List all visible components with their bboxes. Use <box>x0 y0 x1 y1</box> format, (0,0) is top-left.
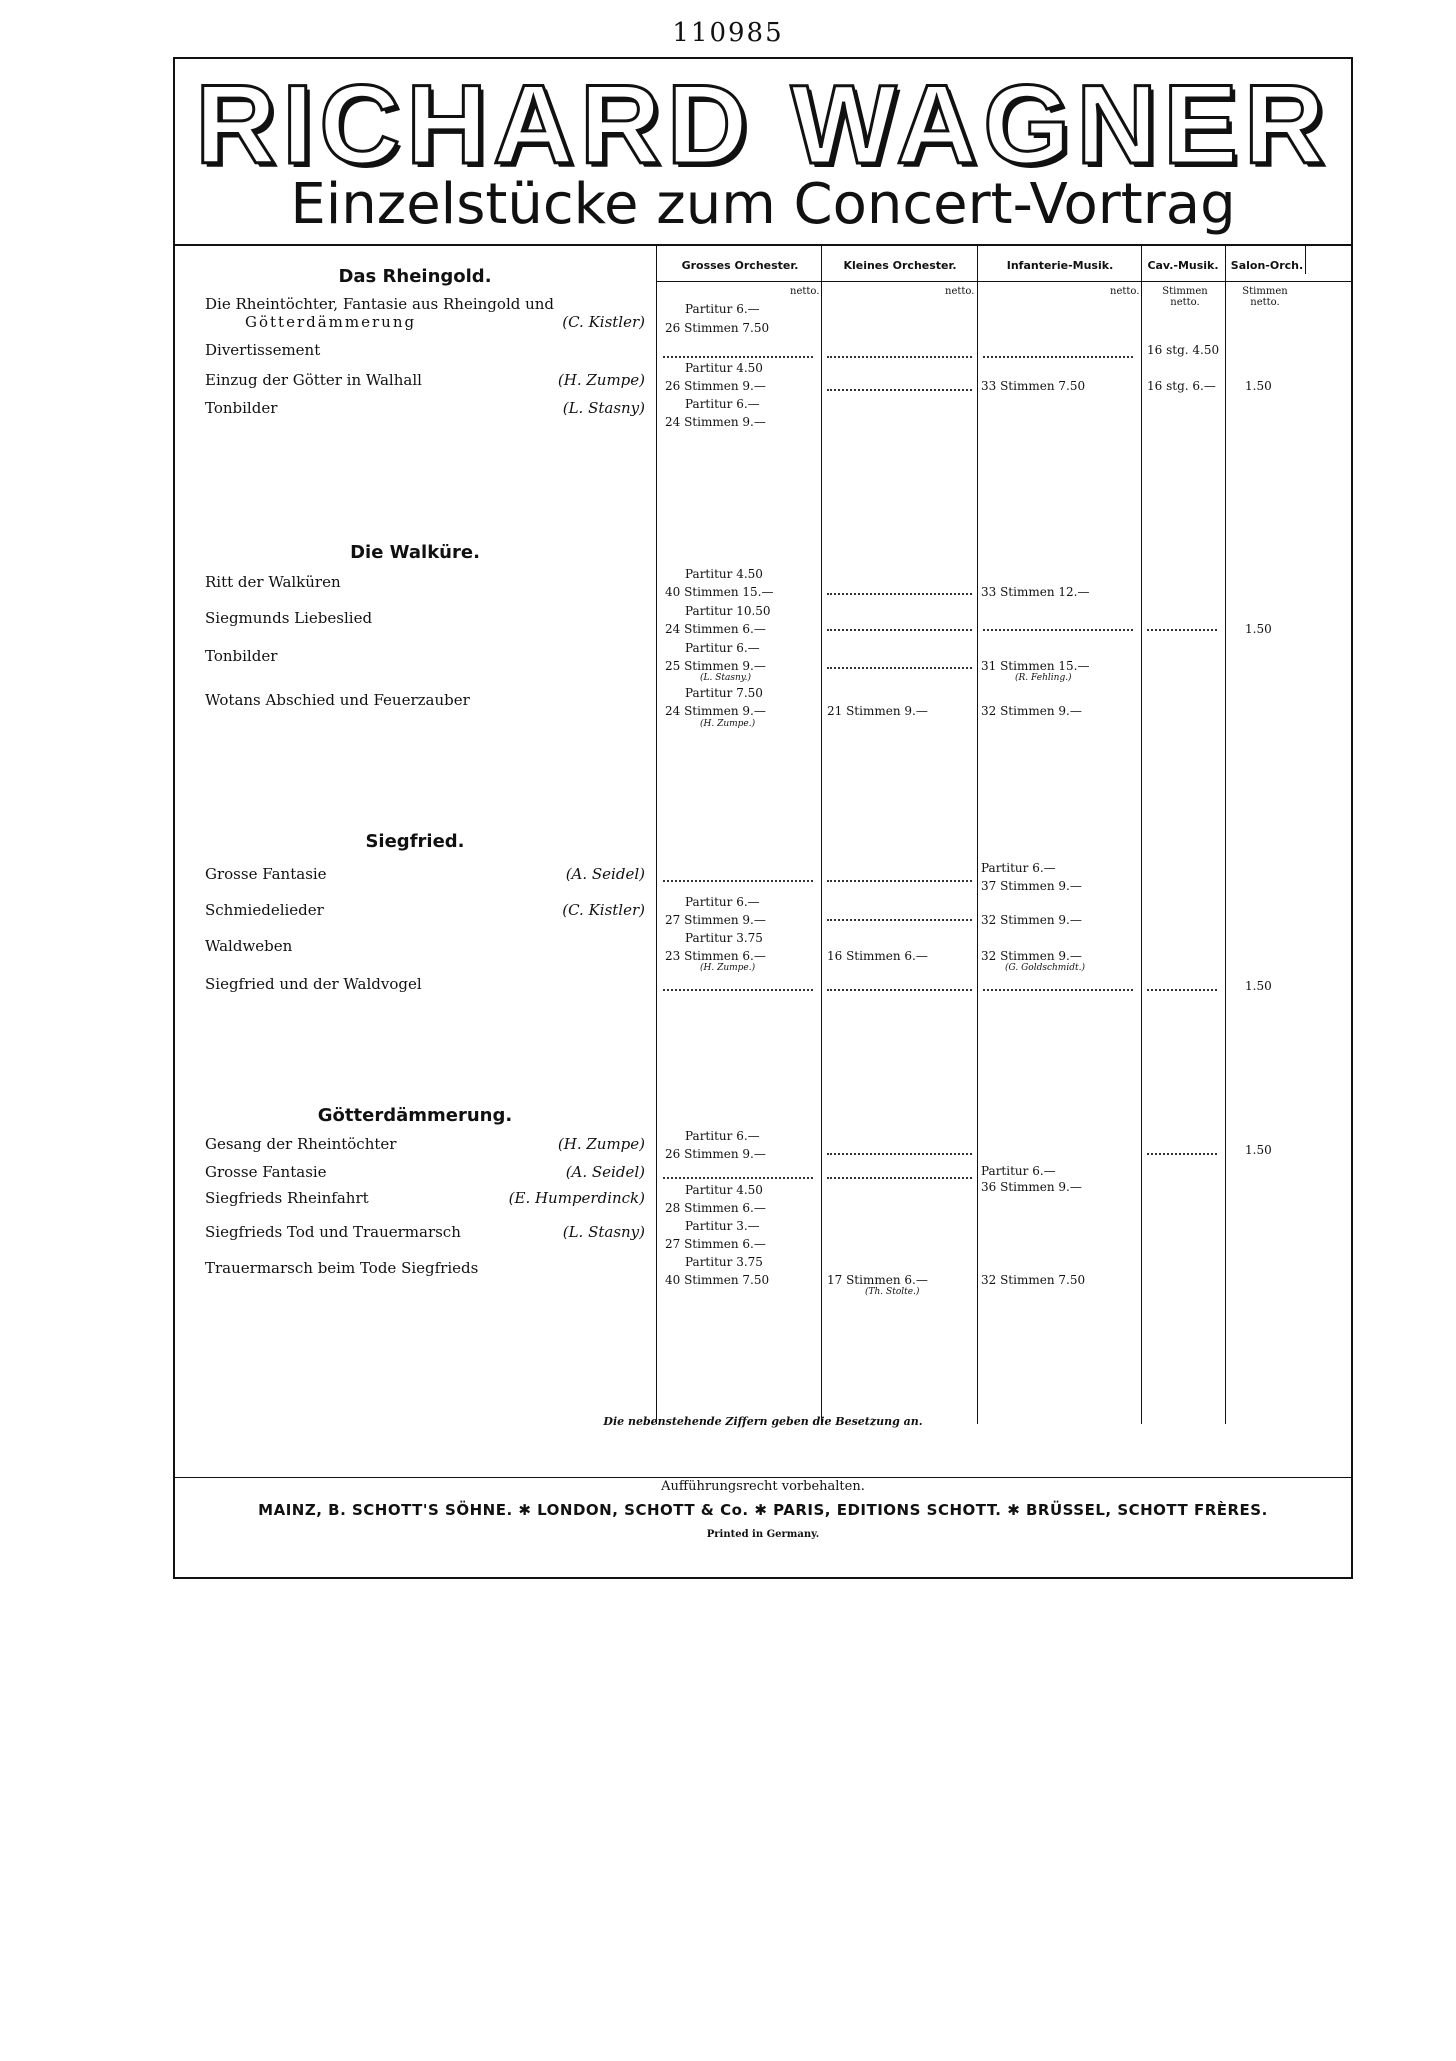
netto-note: netto. <box>945 286 975 297</box>
work-title: Einzug der Götter in Walhall (H. Zumpe) <box>205 371 645 389</box>
work-title: Siegfried und der Waldvogel <box>205 975 645 993</box>
price-cell: 33 Stimmen 12.— <box>981 585 1090 599</box>
dot-leader <box>827 389 972 391</box>
price-cell: 26 Stimmen 7.50 <box>665 321 770 335</box>
price-cell: Partitur 7.50 <box>685 686 763 700</box>
price-cell: 24 Stimmen 6.— <box>665 622 766 636</box>
arranger-note: (R. Fehling.) <box>1015 673 1072 683</box>
dot-leader <box>827 989 972 991</box>
section-rheingold: Das Rheingold. <box>338 266 492 287</box>
price-cell: 17 Stimmen 6.— <box>827 1273 928 1287</box>
dot-leader <box>1147 989 1217 991</box>
price-cell: 24 Stimmen 9.— <box>665 704 766 718</box>
price-cell: Partitur 6.— 36 Stimmen 9.— <box>981 1164 1082 1194</box>
work-title: Siegmunds Liebeslied <box>205 609 645 627</box>
dot-leader <box>663 1177 813 1179</box>
work-title: Tonbilder <box>205 647 645 665</box>
dot-leader <box>827 356 972 358</box>
column-header-cav: Cav.-Musik. <box>1147 259 1219 272</box>
work-title: Grosse Fantasie (A. Seidel) <box>205 1163 645 1181</box>
price-cell: 28 Stimmen 6.— <box>665 1201 766 1215</box>
work-title: Waldweben <box>205 937 645 955</box>
header-rule <box>656 281 1351 282</box>
work-title: Gesang der Rheintöchter (H. Zumpe) <box>205 1135 645 1153</box>
price-cell: 1.50 <box>1245 379 1272 393</box>
catalog-frame <box>173 57 1353 1579</box>
dot-leader <box>827 1153 972 1155</box>
dot-leader <box>1147 629 1217 631</box>
price-cell: Partitur 3.— <box>685 1219 760 1233</box>
column-header-infanterie: Infanterie-Musik. <box>1006 259 1114 272</box>
page-title: RICHARD WAGNER <box>195 62 1331 187</box>
dot-leader <box>663 880 813 882</box>
price-cell: 27 Stimmen 6.— <box>665 1237 766 1251</box>
price-cell: 27 Stimmen 9.— <box>665 913 766 927</box>
work-title: Siegfrieds Rheinfahrt (E. Humperdinck) <box>205 1189 645 1207</box>
price-cell: 32 Stimmen 9.— <box>981 913 1082 927</box>
arranger-note: (L. Stasny.) <box>700 673 752 683</box>
price-cell: 26 Stimmen 9.— <box>665 1147 766 1161</box>
price-cell: Partitur 10.50 <box>685 604 771 618</box>
price-cell: 1.50 <box>1245 1143 1272 1157</box>
netto-note: netto. <box>790 286 820 297</box>
price-cell: Partitur 4.50 <box>685 1183 763 1197</box>
price-cell: 16 stg. 4.50 <box>1147 343 1220 357</box>
dot-leader <box>663 356 813 358</box>
price-cell: 31 Stimmen 15.— <box>981 659 1090 673</box>
price-cell: Partitur 6.— <box>685 895 760 909</box>
price-cell: 40 Stimmen 7.50 <box>665 1273 770 1287</box>
price-cell: Partitur 6.— <box>685 397 760 411</box>
title-block <box>175 59 1351 246</box>
price-cell: 40 Stimmen 15.— <box>665 585 774 599</box>
publisher-line: MAINZ, B. SCHOTT'S SÖHNE. ✱ LONDON, SCHOTT & Co. ✱ PARIS, EDITIONS SCHOTT. ✱ BRÜSSEL, SCHOTT FRÈRES. <box>258 1501 1268 1519</box>
dot-leader <box>827 880 972 882</box>
price-cell: 25 Stimmen 9.— <box>665 659 766 673</box>
price-cell: 21 Stimmen 9.— <box>827 704 928 718</box>
column-divider <box>656 244 657 1424</box>
rights-notice: Aufführungsrecht vorbehalten. <box>661 1479 865 1494</box>
dot-leader <box>983 989 1133 991</box>
price-cell: Partitur 3.75 <box>685 931 763 945</box>
footnote: Die nebenstehende Ziffern geben die Besetzung an. <box>603 1415 923 1428</box>
work-title: Trauermarsch beim Tode Siegfrieds <box>205 1259 645 1277</box>
work-title: Schmiedelieder (C. Kistler) <box>205 901 645 919</box>
price-cell: 16 stg. 6.— <box>1147 379 1216 393</box>
arranger-note: (H. Zumpe.) <box>700 719 756 729</box>
column-divider <box>821 244 822 1424</box>
dot-leader <box>1147 1153 1217 1155</box>
price-cell: 1.50 <box>1245 622 1272 636</box>
price-cell: Partitur 4.50 <box>685 567 763 581</box>
work-title: Wotans Abschied und Feuerzauber <box>205 691 645 709</box>
price-cell: 16 Stimmen 6.— <box>827 949 928 963</box>
arranger-note: (Th. Stolte.) <box>865 1287 920 1297</box>
work-title: Divertissement <box>205 341 645 359</box>
netto-note: netto. <box>1110 286 1140 297</box>
dot-leader <box>827 667 972 669</box>
column-divider <box>1225 244 1226 1424</box>
column-divider <box>977 244 978 1424</box>
price-cell: Partitur 6.— <box>685 302 760 316</box>
price-cell: 23 Stimmen 6.— <box>665 949 766 963</box>
plate-number: 110985 <box>672 18 784 48</box>
price-cell: 32 Stimmen 9.— <box>981 949 1082 963</box>
section-walkuere: Die Walküre. <box>350 542 480 563</box>
page-subtitle: Einzelstücke zum Concert-Vortrag <box>290 172 1236 237</box>
price-cell: Partitur 6.— 37 Stimmen 9.— <box>981 861 1082 893</box>
work-title: Die Rheintöchter, Fantasie aus Rheingold und <box>205 295 555 313</box>
work-title: Siegfrieds Tod und Trauermarsch (L. Stasny) <box>205 1223 645 1241</box>
column-divider <box>1141 244 1142 1424</box>
dot-leader <box>663 989 813 991</box>
price-cell: 32 Stimmen 7.50 <box>981 1273 1086 1287</box>
dot-leader <box>827 919 972 921</box>
price-cell: 24 Stimmen 9.— <box>665 415 766 429</box>
price-cell: Partitur 3.75 <box>685 1255 763 1269</box>
work-title: Ritt der Walküren <box>205 573 645 591</box>
price-cell: 26 Stimmen 9.— <box>665 379 766 393</box>
column-header-kleines: Kleines Orchester. <box>843 259 957 272</box>
netto-note: Stimmen netto. <box>1242 286 1288 308</box>
work-title: Grosse Fantasie (A. Seidel) <box>205 865 645 883</box>
arranger-note: (G. Goldschmidt.) <box>1005 963 1085 973</box>
printed-note: Printed in Germany. <box>706 1529 820 1540</box>
price-cell: 32 Stimmen 9.— <box>981 704 1082 718</box>
work-title: Tonbilder (L. Stasny) <box>205 399 645 417</box>
netto-note: Stimmen netto. <box>1162 286 1208 308</box>
arranger-note: (H. Zumpe.) <box>700 963 756 973</box>
dot-leader <box>827 593 972 595</box>
dot-leader <box>983 356 1133 358</box>
price-cell: Partitur 6.— <box>685 1129 760 1143</box>
dot-leader <box>827 629 972 631</box>
dot-leader <box>983 629 1133 631</box>
price-cell: Partitur 6.— <box>685 641 760 655</box>
section-siegfried: Siegfried. <box>365 831 465 852</box>
price-cell: 33 Stimmen 7.50 <box>981 379 1086 393</box>
column-header-grosses: Grosses Orchester. <box>681 259 799 272</box>
price-cell: Partitur 4.50 <box>685 361 763 375</box>
column-header-salon: Salon-Orch. <box>1230 259 1304 272</box>
footer-rule <box>175 1477 1351 1478</box>
work-title: Götterdämmerung (C. Kistler) <box>205 313 645 331</box>
dot-leader <box>827 1177 972 1179</box>
price-cell: 1.50 <box>1245 979 1272 993</box>
section-goetterdaemmerung: Götterdämmerung. <box>317 1105 513 1126</box>
